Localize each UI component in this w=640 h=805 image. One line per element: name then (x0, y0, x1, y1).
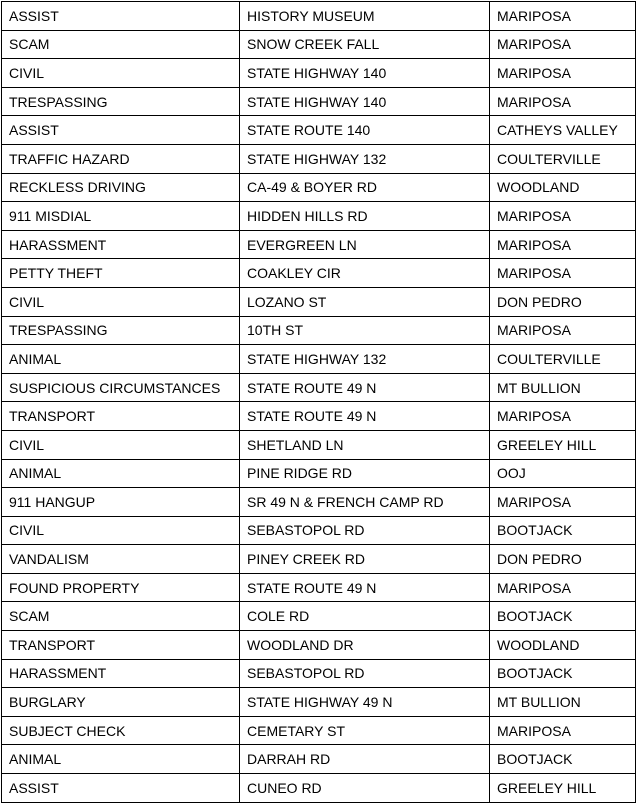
city-cell: MT BULLION (490, 373, 636, 402)
incident-type-cell: ANIMAL (2, 459, 240, 488)
incident-type-cell: TRAFFIC HAZARD (2, 144, 240, 173)
city-cell: MARIPOSA (490, 488, 636, 517)
incident-type-cell: SUSPICIOUS CIRCUMSTANCES (2, 373, 240, 402)
table-row (2, 373, 636, 402)
incident-type-cell: ASSIST (2, 116, 240, 145)
location-cell: COAKLEY CIR (240, 259, 490, 288)
city-cell: MARIPOSA (490, 30, 636, 59)
incident-log-table (1, 1, 636, 803)
table-row (2, 459, 636, 488)
incident-type-cell: TRESPASSING (2, 316, 240, 345)
incident-type-cell: FOUND PROPERTY (2, 573, 240, 602)
incident-type-cell: 911 HANGUP (2, 488, 240, 517)
incident-type-cell: HARASSMENT (2, 659, 240, 688)
location-cell: SEBASTOPOL RD (240, 659, 490, 688)
location-cell: SEBASTOPOL RD (240, 516, 490, 545)
location-cell: CEMETARY ST (240, 716, 490, 745)
city-cell: MT BULLION (490, 688, 636, 717)
city-cell: MARIPOSA (490, 59, 636, 88)
city-cell: COULTERVILLE (490, 144, 636, 173)
city-cell: GREELEY HILL (490, 774, 636, 803)
table-row (2, 516, 636, 545)
location-cell: STATE ROUTE 140 (240, 116, 490, 145)
city-cell: CATHEYS VALLEY (490, 116, 636, 145)
location-cell: STATE HIGHWAY 132 (240, 144, 490, 173)
city-cell: BOOTJACK (490, 659, 636, 688)
incident-type-cell: BURGLARY (2, 688, 240, 717)
table-row (2, 30, 636, 59)
table-row (2, 202, 636, 231)
location-cell: WOODLAND DR (240, 631, 490, 660)
incident-type-cell: ASSIST (2, 2, 240, 31)
incident-type-cell: TRANSPORT (2, 402, 240, 431)
incident-log-body (2, 2, 636, 803)
table-row (2, 602, 636, 631)
location-cell: SHETLAND LN (240, 430, 490, 459)
location-cell: SR 49 N & FRENCH CAMP RD (240, 488, 490, 517)
table-row (2, 316, 636, 345)
incident-type-cell: VANDALISM (2, 545, 240, 574)
table-row (2, 745, 636, 774)
city-cell: MARIPOSA (490, 87, 636, 116)
city-cell: MARIPOSA (490, 316, 636, 345)
table-row (2, 573, 636, 602)
city-cell: GREELEY HILL (490, 430, 636, 459)
city-cell: DON PEDRO (490, 545, 636, 574)
incident-type-cell: TRESPASSING (2, 87, 240, 116)
location-cell: HISTORY MUSEUM (240, 2, 490, 31)
incident-type-cell: HARASSMENT (2, 230, 240, 259)
city-cell: BOOTJACK (490, 516, 636, 545)
location-cell: LOZANO ST (240, 287, 490, 316)
table-row (2, 173, 636, 202)
city-cell: DON PEDRO (490, 287, 636, 316)
incident-type-cell: SCAM (2, 602, 240, 631)
city-cell: MARIPOSA (490, 402, 636, 431)
location-cell: 10TH ST (240, 316, 490, 345)
table-row (2, 116, 636, 145)
city-cell: MARIPOSA (490, 259, 636, 288)
location-cell: STATE HIGHWAY 140 (240, 87, 490, 116)
city-cell: WOODLAND (490, 631, 636, 660)
location-cell: PINEY CREEK RD (240, 545, 490, 574)
city-cell: BOOTJACK (490, 745, 636, 774)
table-row (2, 230, 636, 259)
city-cell: MARIPOSA (490, 716, 636, 745)
incident-type-cell: CIVIL (2, 59, 240, 88)
table-row (2, 774, 636, 803)
location-cell: STATE HIGHWAY 140 (240, 59, 490, 88)
location-cell: HIDDEN HILLS RD (240, 202, 490, 231)
table-row (2, 631, 636, 660)
table-row (2, 345, 636, 374)
incident-type-cell: CIVIL (2, 430, 240, 459)
table-row (2, 545, 636, 574)
city-cell: BOOTJACK (490, 602, 636, 631)
incident-type-cell: SCAM (2, 30, 240, 59)
table-row (2, 144, 636, 173)
table-row (2, 688, 636, 717)
incident-type-cell: SUBJECT CHECK (2, 716, 240, 745)
incident-type-cell: CIVIL (2, 516, 240, 545)
incident-type-cell: ASSIST (2, 774, 240, 803)
table-row (2, 488, 636, 517)
city-cell: MARIPOSA (490, 230, 636, 259)
city-cell: COULTERVILLE (490, 345, 636, 374)
location-cell: EVERGREEN LN (240, 230, 490, 259)
city-cell: MARIPOSA (490, 2, 636, 31)
table-row (2, 430, 636, 459)
location-cell: STATE ROUTE 49 N (240, 402, 490, 431)
location-cell: SNOW CREEK FALL (240, 30, 490, 59)
location-cell: COLE RD (240, 602, 490, 631)
location-cell: CUNEO RD (240, 774, 490, 803)
location-cell: STATE ROUTE 49 N (240, 373, 490, 402)
table-row (2, 402, 636, 431)
location-cell: PINE RIDGE RD (240, 459, 490, 488)
table-row (2, 716, 636, 745)
city-cell: MARIPOSA (490, 573, 636, 602)
table-row (2, 287, 636, 316)
incident-type-cell: 911 MISDIAL (2, 202, 240, 231)
city-cell: OOJ (490, 459, 636, 488)
table-row (2, 659, 636, 688)
incident-type-cell: RECKLESS DRIVING (2, 173, 240, 202)
incident-type-cell: PETTY THEFT (2, 259, 240, 288)
table-row (2, 59, 636, 88)
location-cell: DARRAH RD (240, 745, 490, 774)
location-cell: CA-49 & BOYER RD (240, 173, 490, 202)
city-cell: MARIPOSA (490, 202, 636, 231)
incident-type-cell: CIVIL (2, 287, 240, 316)
table-row (2, 2, 636, 31)
location-cell: STATE HIGHWAY 132 (240, 345, 490, 374)
location-cell: STATE ROUTE 49 N (240, 573, 490, 602)
location-cell: STATE HIGHWAY 49 N (240, 688, 490, 717)
table-row (2, 259, 636, 288)
table-row (2, 87, 636, 116)
city-cell: WOODLAND (490, 173, 636, 202)
incident-type-cell: TRANSPORT (2, 631, 240, 660)
incident-type-cell: ANIMAL (2, 345, 240, 374)
incident-type-cell: ANIMAL (2, 745, 240, 774)
